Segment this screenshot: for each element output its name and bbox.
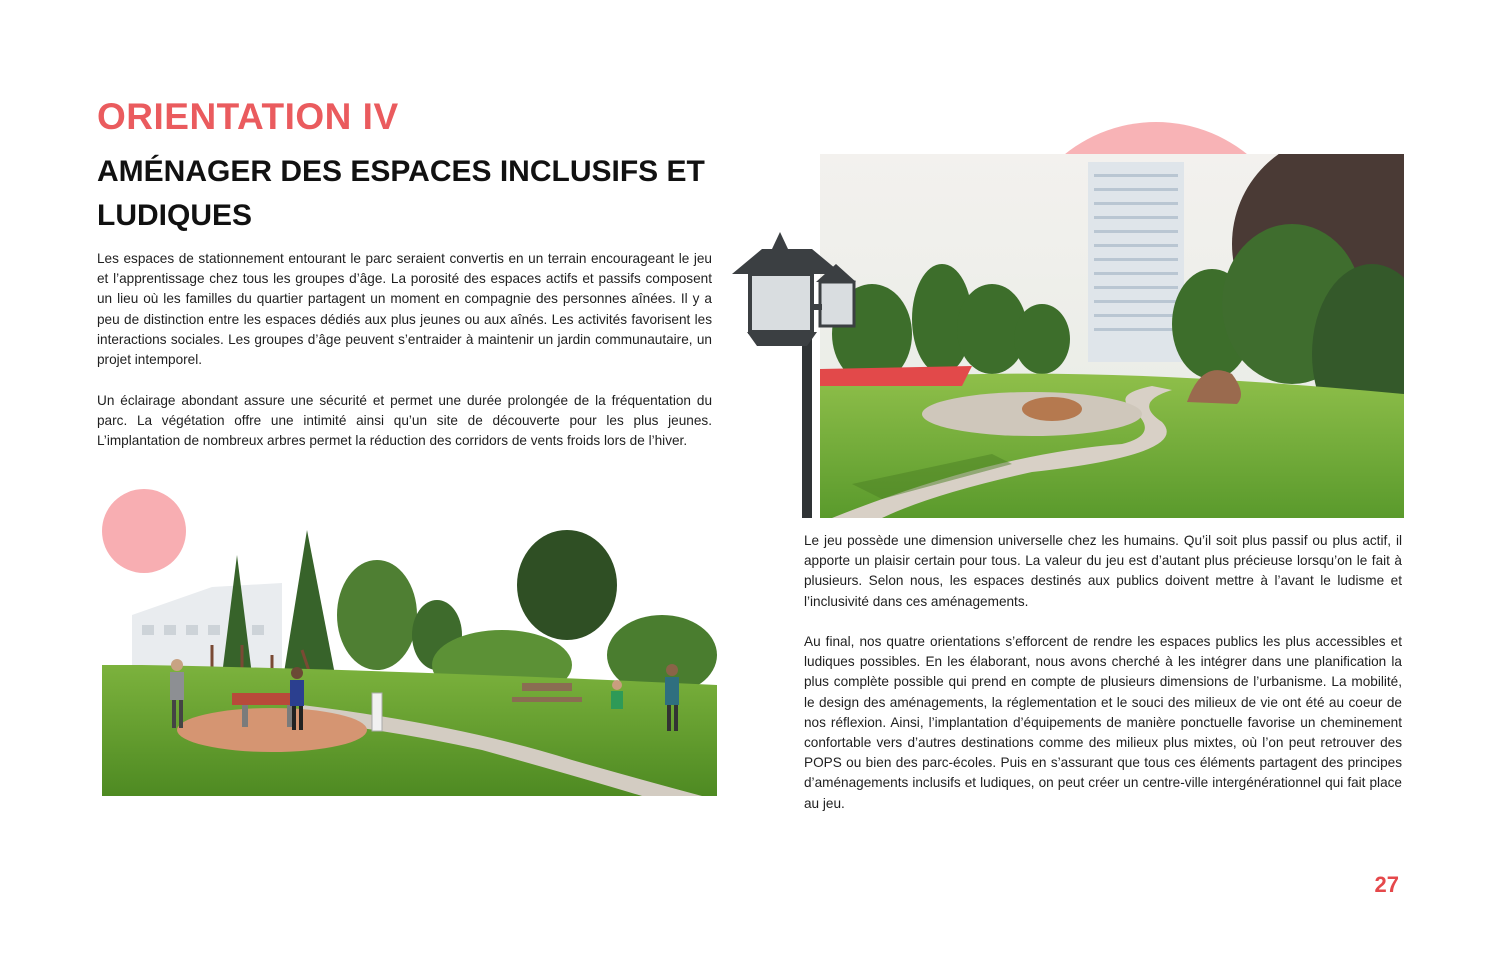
left-paragraph-1: Les espaces de stationnement entourant le parc seraient convertis en un terrain encourageant le jeu et l’apprentissage chez tous les groupes d’âge. La porosité des espaces actifs et passifs composent un lieu où les familles du quartier partagent un moment en compagnie des personnes aînées. Il y a peu de distinction entre les espaces dédiés aux plus jeunes ou aux aînés. Les activités favorisent les interactions sociales. Les groupes d’âge peuvent s’entraider à maintenir un jardin communautaire, un projet intemporel. xyxy=(97,251,712,368)
right-paragraph-2: Au final, nos quatre orientations s’efforcent de rendre les espaces publics les plus accessibles et ludiques possibles. En les élaborant, nous avons cherché à les intégrer dans une planification la plus complète possible qui prend en compte de plusieurs dimensions de l’urbanisme. La mobilité, le design des aménagements, la réglementation et le souci des milieux de vie ont été au coeur de nos réflexion. Ainsi, l’implantation d’équipements de manière ponctuelle favorise un cheminement confortable vers d’autres destinations comme des milieux plus mixtes, où l’on peut retrouver des POPS ou bien des parc-écoles. Puis en s’assurant que tous ces éléments partagent des principes d’aménagements inclusifs et ludiques, on peut créer un centre-ville intergénérationnel qui fait place au jeu. xyxy=(804,634,1402,811)
left-paragraph-2: Un éclairage abondant assure une sécurité et permet une durée prolongée de la fréquentation du parc. La végétation offre une intimité ainsi qu’un site de découverte pour les plus jeunes. L’implantation de nombreux arbres permet la réduction des corridors de vents froids lors de l’hiver. xyxy=(97,393,712,449)
right-paragraph-1: Le jeu possède une dimension universelle chez les humains. Qu’il soit plus passif ou plus actif, il apporte un plaisir certain pour tous. La valeur du jeu est d’autant plus précieuse lorsqu’on le fait à plusieurs. Selon nous, les espaces destinés aux publics doivent mettre à l’avant le ludisme et l’inclusivité dans ces aménagements. xyxy=(804,533,1402,609)
park-rendering-lamp-image xyxy=(732,154,1404,518)
page-title: AMÉNAGER DES ESPACES INCLUSIFS ET LUDIQUES xyxy=(97,155,705,232)
park-rendering-pingpong-image xyxy=(102,525,717,796)
page-number: 27 xyxy=(1374,872,1399,897)
orientation-label: ORIENTATION IV xyxy=(97,96,399,137)
